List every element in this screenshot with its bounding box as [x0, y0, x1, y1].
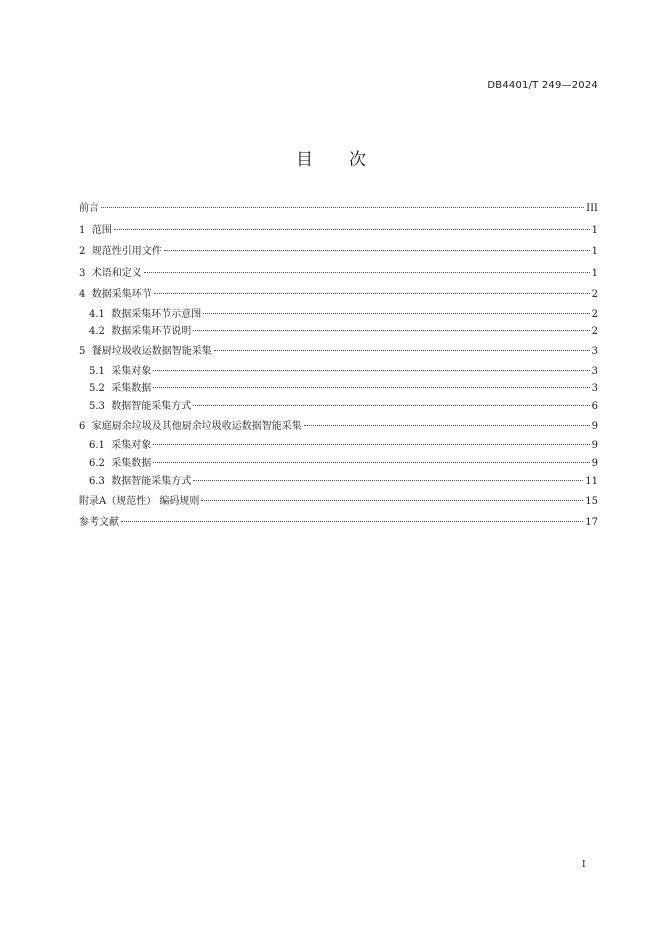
- toc-entry[interactable]: [79, 512, 598, 534]
- toc-entry-page: 9: [591, 458, 598, 470]
- toc-entry-label: 采集对象: [111, 365, 152, 377]
- toc-entry[interactable]: [79, 363, 598, 381]
- toc-entry[interactable]: [79, 284, 598, 306]
- toc-entry[interactable]: [79, 341, 598, 363]
- page-title: 目次: [296, 150, 402, 170]
- toc-entry-label: 范围: [91, 224, 112, 236]
- toc-entry-number: 4.1: [89, 308, 112, 320]
- toc-entry[interactable]: [79, 220, 598, 242]
- document-code: DB4401/T 249—2024: [487, 80, 598, 91]
- toc-entry-page: 1: [591, 246, 598, 257]
- toc-entry-label: 规范性引用文件: [91, 246, 162, 257]
- toc-entry-number: 5: [79, 346, 92, 358]
- toc-entry-label: 参考文献: [79, 517, 119, 529]
- toc-entry[interactable]: [79, 263, 598, 285]
- toc-dot-leader: [153, 462, 589, 463]
- toc-entry-label: 数据智能采集方式: [111, 476, 192, 488]
- toc-dot-leader: [203, 313, 589, 314]
- toc-entry-number: 3: [79, 267, 92, 279]
- toc-dot-leader: [193, 405, 589, 406]
- toc-dot-leader: [121, 521, 583, 522]
- toc-dot-leader: [153, 370, 589, 371]
- toc-dot-leader: [153, 444, 589, 445]
- table-of-contents: [79, 198, 598, 534]
- toc-entry-page: III: [586, 203, 598, 214]
- toc-entry-page: 2: [591, 308, 598, 320]
- toc-entry-label: 采集对象: [111, 440, 152, 452]
- toc-entry-number: 5.3: [89, 401, 112, 413]
- toc-entry-number: 6.3: [89, 476, 112, 488]
- toc-entry-page: 9: [591, 440, 598, 452]
- toc-entry-label: 家庭厨余垃圾及其他厨余垃圾收运数据智能采集: [91, 420, 302, 432]
- toc-entry[interactable]: [79, 416, 598, 438]
- toc-entry-number: 5.2: [89, 383, 112, 395]
- toc-entry-label: 术语和定义: [91, 267, 142, 279]
- toc-entry-page: 1: [591, 267, 598, 279]
- toc-entry[interactable]: [79, 491, 598, 513]
- toc-entry-number: 4.2: [89, 326, 112, 338]
- toc-entry-label: 餐厨垃圾收运数据智能采集: [91, 346, 212, 358]
- toc-entry[interactable]: [79, 473, 598, 491]
- toc-entry-page: 3: [591, 346, 598, 358]
- toc-entry-page: 2: [591, 289, 598, 300]
- toc-dot-leader: [153, 387, 589, 388]
- toc-entry-label: 采集数据: [111, 383, 152, 395]
- toc-dot-leader: [304, 425, 590, 426]
- toc-entry-label: 前言: [79, 203, 99, 214]
- page-number: I: [582, 860, 586, 870]
- toc-entry-number: 4: [79, 289, 92, 300]
- toc-entry[interactable]: [79, 455, 598, 473]
- toc-entry-label: 附录A（规范性） 编码规则: [79, 495, 200, 507]
- toc-entry-label: 数据采集环节示意图: [111, 308, 202, 320]
- toc-entry[interactable]: [79, 323, 598, 341]
- toc-dot-leader: [144, 272, 590, 273]
- toc-dot-leader: [154, 293, 590, 294]
- toc-entry[interactable]: [79, 398, 598, 416]
- toc-dot-leader: [201, 500, 583, 501]
- toc-entry-page: 17: [585, 517, 598, 529]
- toc-dot-leader: [214, 350, 590, 351]
- toc-entry[interactable]: [79, 437, 598, 455]
- toc-dot-leader: [101, 207, 584, 208]
- toc-entry-page: 15: [585, 495, 598, 507]
- toc-entry-number: 1: [79, 224, 92, 236]
- toc-entry-page: 9: [591, 420, 598, 432]
- toc-dot-leader: [114, 229, 590, 230]
- toc-entry[interactable]: [79, 241, 598, 263]
- toc-dot-leader: [193, 330, 589, 331]
- toc-dot-leader: [193, 480, 583, 481]
- toc-entry-number: 6: [79, 420, 92, 432]
- toc-entry-number: 6.2: [89, 458, 112, 470]
- toc-entry-number: 2: [79, 246, 92, 257]
- toc-entry-page: 1: [591, 224, 598, 236]
- toc-entry[interactable]: [79, 306, 598, 324]
- toc-entry-page: 3: [591, 383, 598, 395]
- toc-entry-number: 5.1: [89, 365, 112, 377]
- toc-entry-label: 数据采集环节说明: [111, 326, 192, 338]
- toc-entry-label: 采集数据: [111, 458, 152, 470]
- toc-entry-number: 6.1: [89, 440, 112, 452]
- toc-entry-page: 6: [591, 401, 598, 413]
- toc-entry-page: 3: [591, 365, 598, 377]
- toc-dot-leader: [164, 250, 590, 251]
- toc-entry[interactable]: [79, 380, 598, 398]
- toc-entry-page: 2: [591, 326, 598, 338]
- toc-entry[interactable]: [79, 198, 598, 220]
- toc-entry-page: 11: [585, 476, 598, 488]
- toc-entry-label: 数据采集环节: [91, 289, 152, 300]
- toc-entry-label: 数据智能采集方式: [111, 401, 192, 413]
